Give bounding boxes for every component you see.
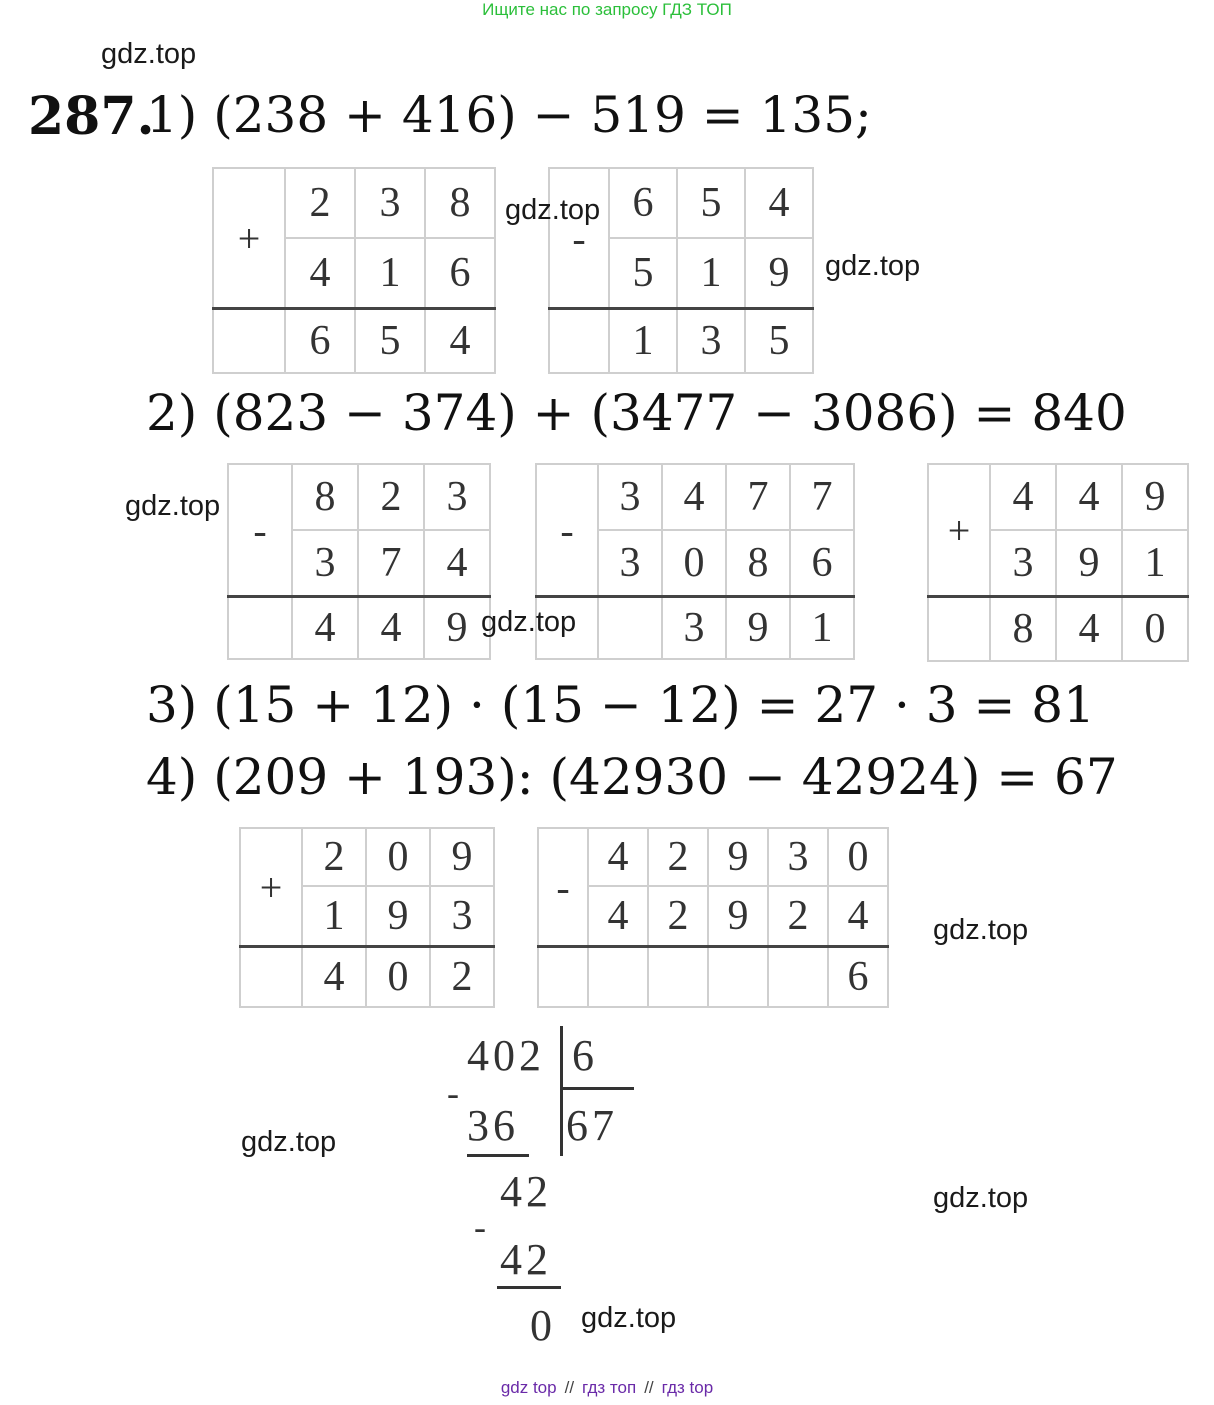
remainder-1: 42 [500,1167,552,1216]
operator-sign: - [538,828,588,947]
digit: 8 [726,530,790,597]
digit: 0 [662,530,726,597]
operator-sign: - [549,168,609,309]
column-subtraction-3 [535,463,855,660]
digit: 3 [768,828,828,886]
digit: 4 [424,530,490,597]
operator-sign: + [928,464,990,597]
result-digit [648,947,708,1008]
subtrahend-1: 36 [467,1101,519,1150]
empty-cell [538,947,588,1008]
operator-sign: - [536,464,598,597]
result-digit [588,947,648,1008]
result-digit: 0 [1122,597,1188,662]
watermark: gdz.top [933,1182,1029,1214]
digit: 3 [424,464,490,530]
result-digit: 6 [828,947,888,1008]
equation-1: 1) (238 + 416) − 519 = 135; [146,86,872,144]
digit: 4 [662,464,726,530]
digit: 4 [828,886,888,947]
divisor: 6 [572,1031,598,1080]
footer-link-3[interactable]: гдз top [661,1378,714,1397]
digit: 4 [285,238,355,309]
digit: 4 [1056,464,1122,530]
column-addition-2 [927,463,1189,662]
digit: 3 [598,530,662,597]
division-bracket-horizontal [562,1087,634,1090]
quotient: 67 [566,1101,618,1150]
digit: 9 [745,238,813,309]
digit: 2 [302,828,366,886]
result-digit: 2 [430,947,494,1008]
footer-separator: // [644,1378,654,1397]
division-bracket-vertical [560,1026,563,1156]
result-digit: 3 [677,309,745,374]
digit: 1 [302,886,366,947]
dividend: 402 [467,1031,545,1080]
digit: 6 [425,238,495,309]
equation-4: 4) (209 + 193): (42930 − 42924) = 67 [146,748,1118,806]
empty-cell [240,947,302,1008]
digit: 4 [990,464,1056,530]
digit: 9 [708,828,768,886]
operator-sign: - [228,464,292,597]
digit: 3 [355,168,425,238]
digit: 6 [609,168,677,238]
result-digit: 1 [609,309,677,374]
column-subtraction-4 [537,827,889,1008]
footer-links [0,1378,1214,1398]
equation-3: 3) (15 + 12) · (15 − 12) = 27 · 3 = 81 [146,676,1095,734]
problem-number: 287. [28,86,155,147]
digit: 4 [745,168,813,238]
digit: 2 [358,464,424,530]
digit: 7 [790,464,854,530]
result-digit [598,597,662,660]
result-digit: 5 [355,309,425,374]
column-addition-1 [212,167,496,374]
result-digit: 4 [425,309,495,374]
watermark: gdz.top [101,38,197,70]
footer-separator: // [564,1378,575,1397]
underline-1 [467,1154,529,1157]
column-subtraction-2 [227,463,491,660]
digit: 1 [677,238,745,309]
digit: 2 [648,828,708,886]
watermark: gdz.top [933,914,1029,946]
empty-cell [928,597,990,662]
digit: 3 [430,886,494,947]
subtrahend-2: 42 [500,1235,552,1284]
digit: 9 [1122,464,1188,530]
result-digit: 4 [1056,597,1122,662]
result-digit: 1 [790,597,854,660]
result-digit: 3 [662,597,726,660]
digit: 7 [726,464,790,530]
digit: 3 [292,530,358,597]
search-banner[interactable]: Ищите нас по запросу ГДЗ ТОП [482,0,732,19]
minus-sign: - [447,1073,463,1113]
digit: 4 [588,828,648,886]
digit: 8 [425,168,495,238]
digit: 9 [430,828,494,886]
empty-cell [228,597,292,660]
digit: 5 [609,238,677,309]
digit: 2 [768,886,828,947]
digit: 1 [1122,530,1188,597]
empty-cell [213,309,285,374]
digit: 9 [1056,530,1122,597]
digit: 0 [828,828,888,886]
footer-link-2[interactable]: гдз топ [582,1378,637,1397]
watermark: gdz.top [825,250,921,282]
digit: 9 [708,886,768,947]
result-digit: 5 [745,309,813,374]
digit: 2 [285,168,355,238]
digit: 4 [588,886,648,947]
result-digit: 4 [292,597,358,660]
empty-cell [549,309,609,374]
watermark: gdz.top [505,194,601,226]
watermark: gdz.top [481,606,577,638]
result-digit [708,947,768,1008]
final-remainder: 0 [530,1301,556,1350]
watermark: gdz.top [241,1126,337,1158]
result-digit: 4 [302,947,366,1008]
result-digit: 0 [366,947,430,1008]
result-digit: 9 [726,597,790,660]
digit: 7 [358,530,424,597]
digit: 2 [648,886,708,947]
result-digit: 8 [990,597,1056,662]
digit: 3 [990,530,1056,597]
result-digit: 6 [285,309,355,374]
result-digit: 4 [358,597,424,660]
result-digit: 9 [424,597,490,660]
operator-sign: + [240,828,302,947]
result-digit [768,947,828,1008]
watermark: gdz.top [125,490,221,522]
operator-sign: + [213,168,285,309]
column-addition-3 [239,827,495,1008]
footer-link-1[interactable]: gdz top [500,1378,557,1397]
digit: 0 [366,828,430,886]
underline-2 [497,1286,561,1289]
digit: 5 [677,168,745,238]
digit: 3 [598,464,662,530]
digit: 8 [292,464,358,530]
digit: 1 [355,238,425,309]
equation-2: 2) (823 − 374) + (3477 − 3086) = 840 [146,384,1127,442]
minus-sign: - [474,1207,490,1247]
digit: 6 [790,530,854,597]
watermark: gdz.top [581,1302,677,1334]
digit: 9 [366,886,430,947]
